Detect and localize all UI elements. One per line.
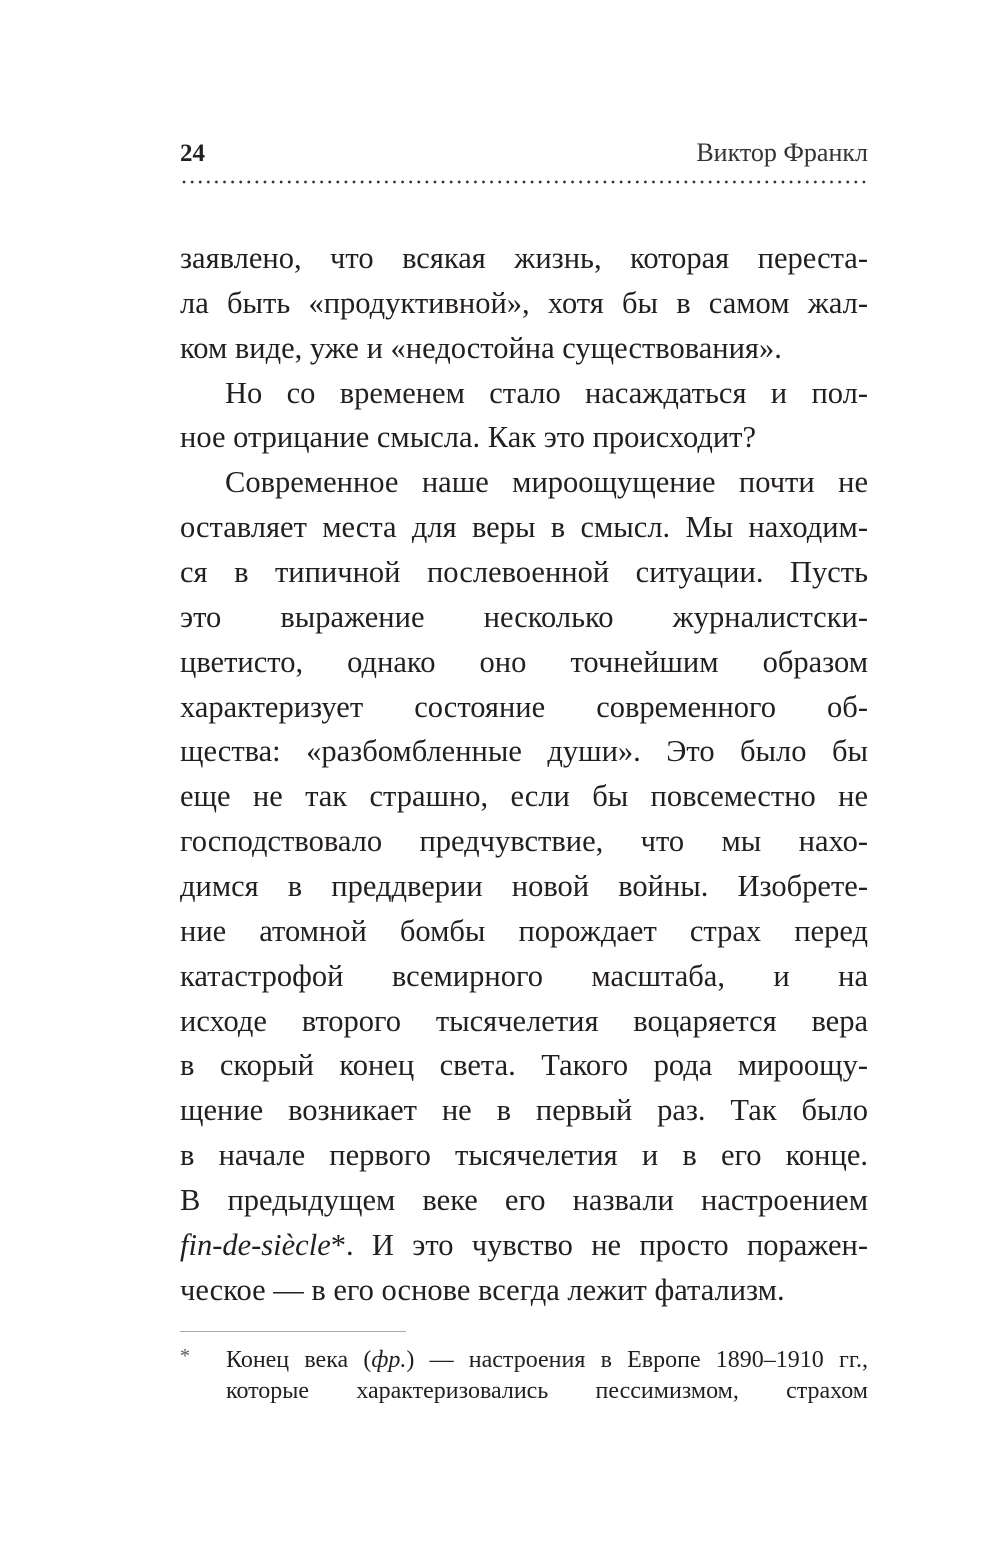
text-line: ком виде, уже и «недостойна существования». — [180, 330, 782, 365]
text-line: Но со временем стало насаждаться и пол- — [225, 375, 868, 410]
text-line: еще не так страшно, если бы повсеместно не — [180, 779, 868, 814]
text-line: в начале первого тысячелетия и в его конце. — [180, 1138, 868, 1173]
text-line: ла быть «продуктивной», хотя бы в самом жал- — [180, 285, 868, 320]
footnote-rule — [180, 1331, 406, 1332]
italic-phrase: фр. — [371, 1347, 407, 1373]
footnote-marker: * — [180, 1345, 190, 1367]
text-line: характеризует состояние современного об- — [180, 689, 868, 724]
text-line: ное отрицание смысла. Как это происходит? — [180, 420, 757, 455]
text-line: ся в типичной послевоенной ситуации. Пусть — [180, 555, 868, 590]
italic-phrase: fin-de-siècle — [180, 1227, 331, 1262]
text-span: *. И это чувство не просто поражен- — [330, 1227, 868, 1262]
text-line: цветисто, однако оно точнейшим образом — [180, 644, 868, 679]
text-span: Конец века ( — [226, 1347, 372, 1373]
text-span: ) — настроения в Европе 1890–1910 гг., — [406, 1347, 868, 1373]
text-line: ческое — в его основе всегда лежит фатализм. — [180, 1272, 785, 1307]
header-dotted-rule — [180, 180, 870, 184]
text-line: щества: «разбомбленные души». Это было бы — [180, 734, 868, 769]
footnote-line: которые характеризовались пессимизмом, страхом — [226, 1378, 868, 1404]
text-line: димся в преддверии новой войны. Изобрете- — [180, 869, 868, 904]
text-line: ние атомной бомбы порождает страх перед — [180, 913, 868, 948]
text-line: щение возникает не в первый раз. Так было — [180, 1093, 868, 1128]
text-line: господствовало предчувствие, что мы нахо- — [180, 824, 868, 859]
text-line: исходе второго тысячелетия воцаряется вера — [180, 1003, 868, 1038]
footnote — [180, 1345, 868, 1407]
page-number: 24 — [180, 140, 205, 167]
text-line: оставляет места для веры в смысл. Мы находим- — [180, 510, 868, 545]
text-line: В предыдущем веке его назвали настроением — [180, 1183, 868, 1218]
running-title: Виктор Франкл — [696, 138, 868, 167]
text-line: катастрофой всемирного масштаба, и на — [180, 958, 868, 993]
footnote-line — [226, 1345, 868, 1376]
body-text — [180, 236, 868, 1313]
text-line: Современное наше мироощущение почти не — [225, 465, 868, 500]
text-line — [180, 1223, 868, 1268]
text-line: это выражение несколько журналистски- — [180, 599, 868, 634]
text-line: в скорый конец света. Такого рода мироощу- — [180, 1048, 868, 1083]
text-line: заявлено, что всякая жизнь, которая переста- — [180, 241, 868, 275]
